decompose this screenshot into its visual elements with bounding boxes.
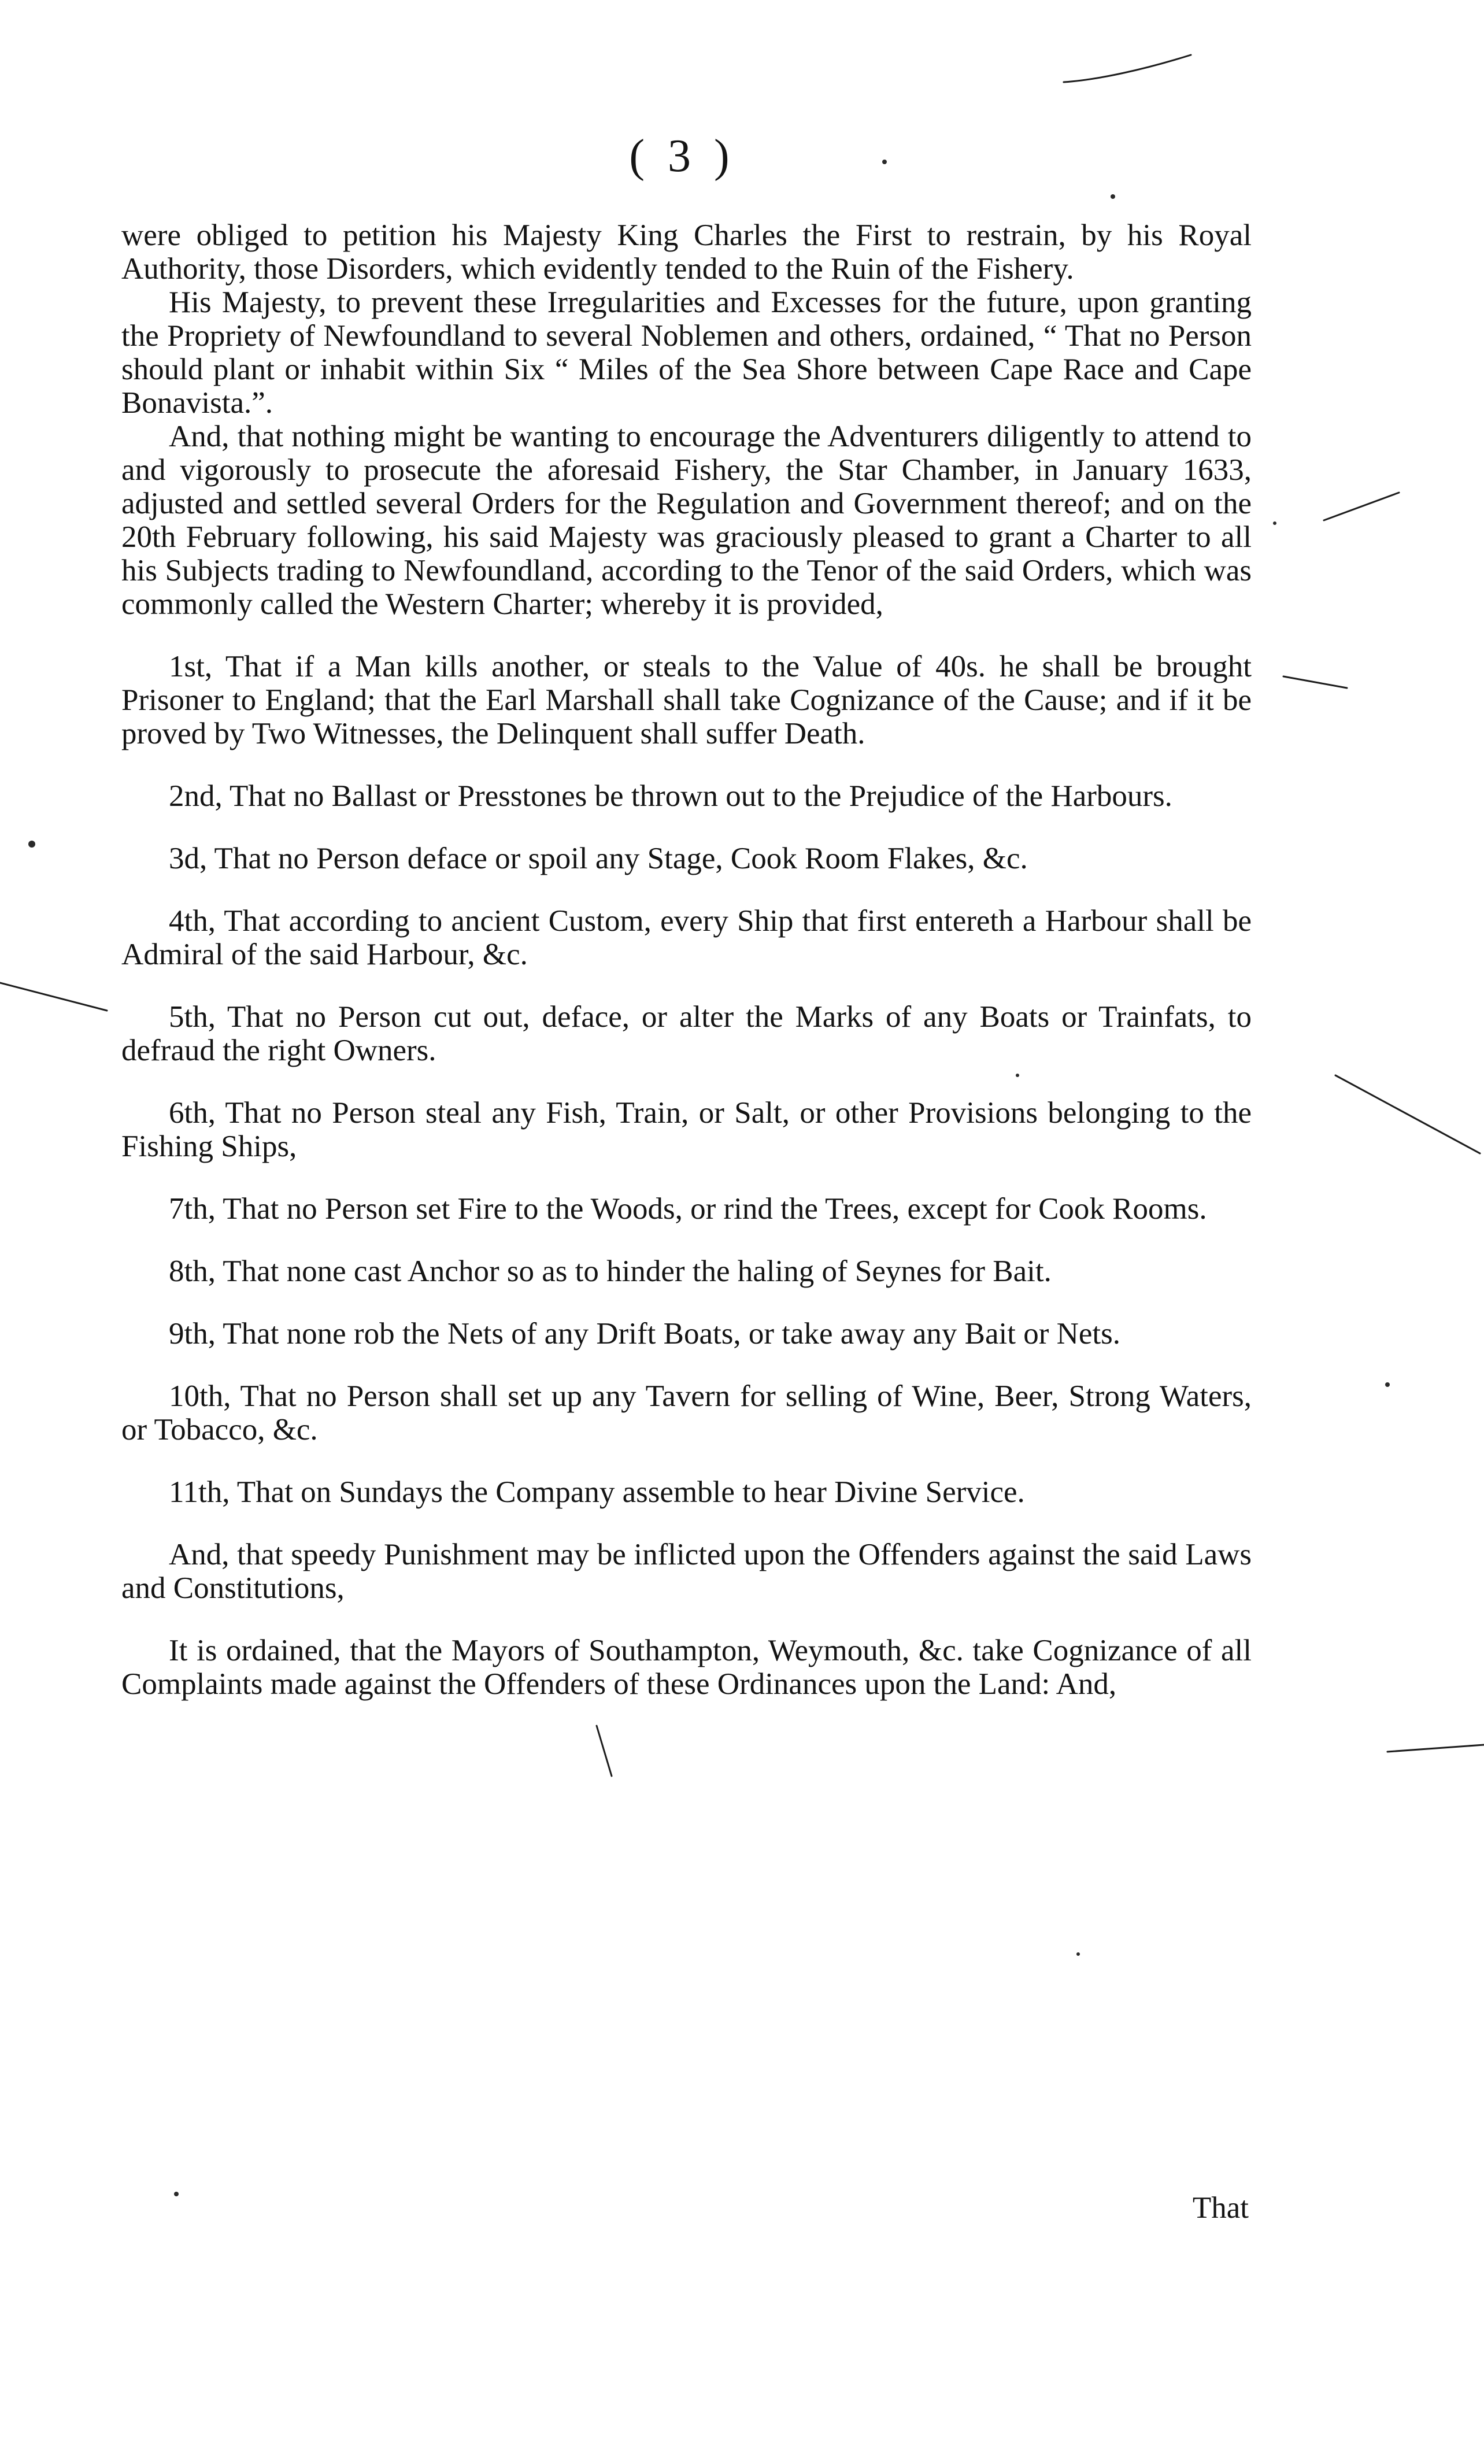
paragraph-ruin-of-fishery: were obliged to petition his Majesty King Charles the First to restrain, by his Royal Authority, those Disorders, which evidently tended to the Ruin of the Fishery. [121, 219, 1252, 286]
page-number: ( 3 ) [629, 131, 735, 182]
order-8: 8th, That none cast Anchor so as to hinder the haling of Seynes for Bait. [169, 1255, 1052, 1288]
speck [1385, 1382, 1390, 1387]
stray-pen-stroke [1064, 55, 1191, 82]
speck [882, 160, 887, 164]
paragraph-majesty-ordained: His Majesty, to prevent these Irregularities and Excesses for the future, upon granting the Propriety of Newfoundland to several Noblemen and others, ordained, “ That no Person should plant or inhabit within Six “ Miles of the Sea Shore between Cape Race and Cape Bonavista.”. [121, 286, 1252, 420]
stray-pen-stroke [597, 1726, 612, 1776]
order-3: 3d, That no Person deface or spoil any Stage, Cook Room Flakes, &c. [169, 842, 1028, 875]
catchword: That [1192, 2191, 1249, 2225]
order-11: 11th, That on Sundays the Company assemble to hear Divine Service. [169, 1475, 1025, 1509]
order-1: 1st, That if a Man kills another, or steals to the Value of 40s. he shall be brought Prisoner to England; that the Earl Marshall shall take Cognizance of the Cause; and if it be proved by Two Witnesses, the Delinquent shall suffer Death. [121, 650, 1252, 750]
order-10: 10th, That no Person shall set up any Tavern for selling of Wine, Beer, Strong Waters, or Tobacco, &c. [121, 1379, 1252, 1446]
paragraph-western-charter: And, that nothing might be wanting to encourage the Adventurers diligently to attend to and vigorously to prosecute the aforesaid Fishery, the Star Chamber, in January 1633, adjusted and settled several Orders for the Regulation and Government thereof; and on the 20th February following, his said Majesty was graciously pleased to grant a Charter to all his Subjects trading to Newfoundland, according to the Tenor of the said Orders, which was commonly called the Western Charter; whereby it is provided, [121, 420, 1252, 621]
stray-pen-stroke [1387, 1745, 1484, 1752]
order-9: 9th, That none rob the Nets of any Drift Boats, or take away any Bait or Nets. [169, 1317, 1121, 1351]
paragraph-speedy-punishment: And, that speedy Punishment may be inflicted upon the Offenders against the said Laws and Constitutions, [121, 1538, 1252, 1605]
speck [28, 841, 35, 848]
order-7: 7th, That no Person set Fire to the Woods, or rind the Trees, except for Cook Rooms. [169, 1192, 1207, 1226]
stray-pen-stroke [1324, 493, 1399, 520]
speck [1076, 1952, 1080, 1956]
speck [1111, 194, 1115, 199]
order-2: 2nd, That no Ballast or Presstones be thrown out to the Prejudice of the Harbours. [169, 779, 1172, 813]
stray-pen-stroke [0, 983, 107, 1011]
speck [1273, 521, 1276, 525]
stray-pen-stroke [1335, 1075, 1480, 1153]
order-5: 5th, That no Person cut out, deface, or alter the Marks of any Boats or Trainfats, to defraud the right Owners. [121, 1000, 1252, 1067]
speck [174, 2192, 179, 2196]
order-4: 4th, That according to ancient Custom, every Ship that first entereth a Harbour shall be Admiral of the said Harbour, &c. [121, 904, 1252, 971]
order-6: 6th, That no Person steal any Fish, Train, or Salt, or other Provisions belonging to the Fishing Ships, [121, 1096, 1252, 1163]
body-text [121, 219, 1252, 1701]
stray-pen-stroke [1283, 676, 1347, 688]
paragraph-ordained-mayors: It is ordained, that the Mayors of Southampton, Weymouth, &c. take Cognizance of all Complaints made against the Offenders of these Ordinances upon the Land: And, [121, 1634, 1252, 1701]
